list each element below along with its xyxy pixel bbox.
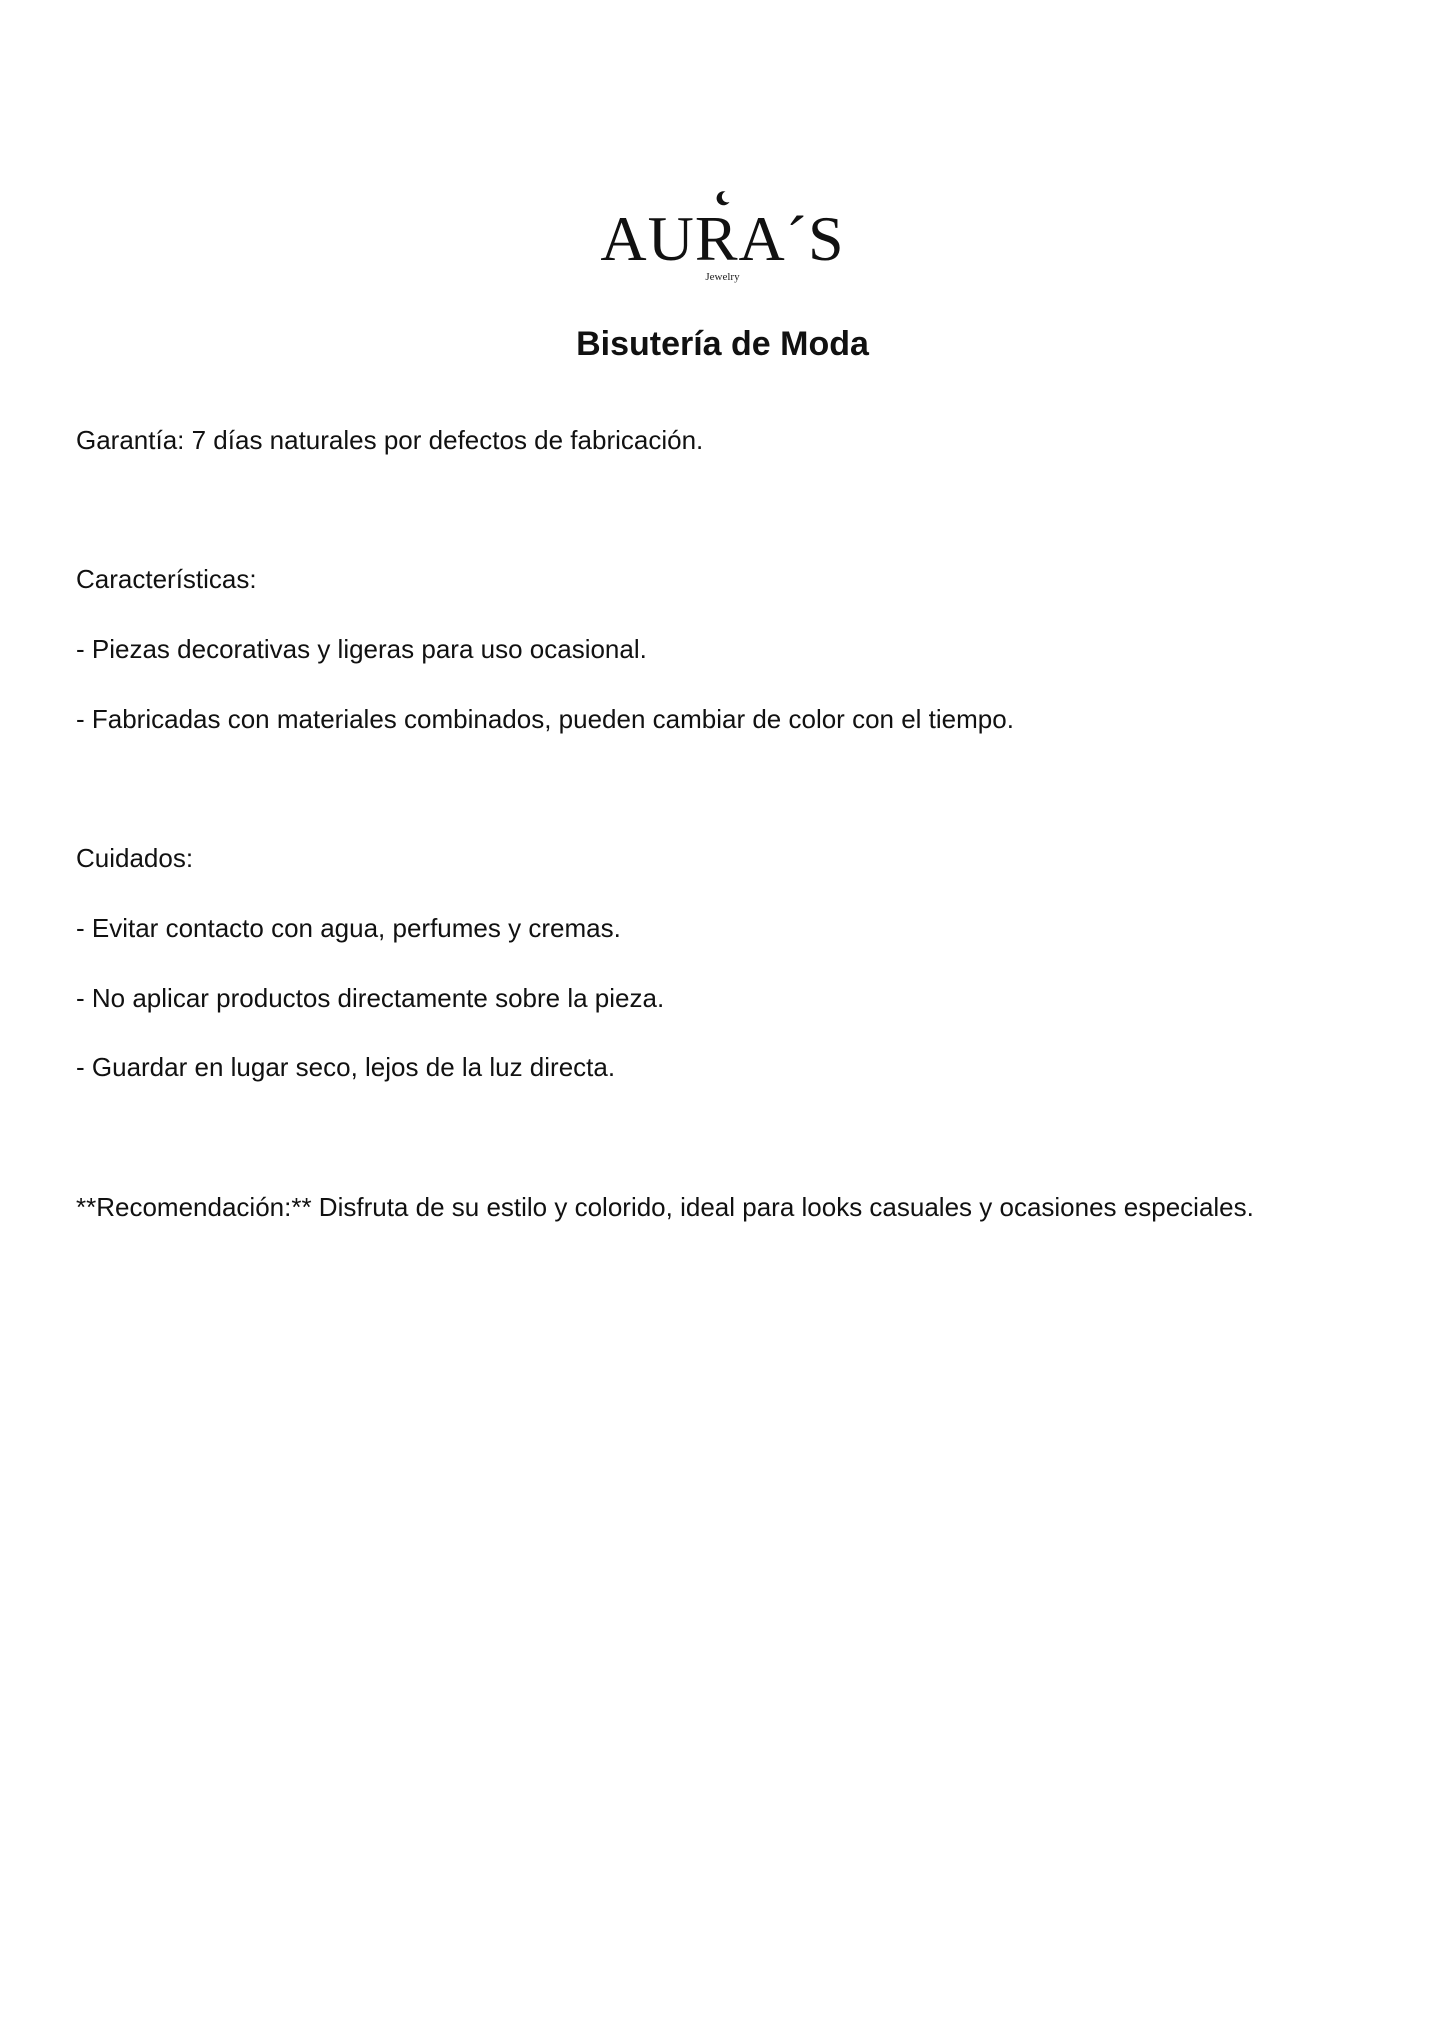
care-item: - No aplicar productos directamente sobre la pieza. <box>76 983 665 1013</box>
brand-subtitle: Jewelry <box>705 271 740 283</box>
care-item: - Evitar contacto con agua, perfumes y cremas. <box>76 913 621 943</box>
care-heading: Cuidados: <box>76 843 194 873</box>
care-item: - Guardar en lugar seco, lejos de la luz directa. <box>76 1052 616 1082</box>
feature-item: - Fabricadas con materiales combinados, pueden cambiar de color con el tiempo. <box>76 704 1014 734</box>
features-heading: Características: <box>76 564 257 594</box>
page-title: Bisutería de Moda <box>576 325 869 363</box>
recommendation-text: **Recomendación:** Disfruta de su estilo y colorido, ideal para looks casuales y ocasiones especiales. <box>76 1192 1254 1222</box>
brand-name: AURA´S <box>600 203 845 274</box>
feature-item: - Piezas decorativas y ligeras para uso ocasional. <box>76 634 647 664</box>
warranty-text: Garantía: 7 días naturales por defectos de fabricación. <box>76 425 704 455</box>
